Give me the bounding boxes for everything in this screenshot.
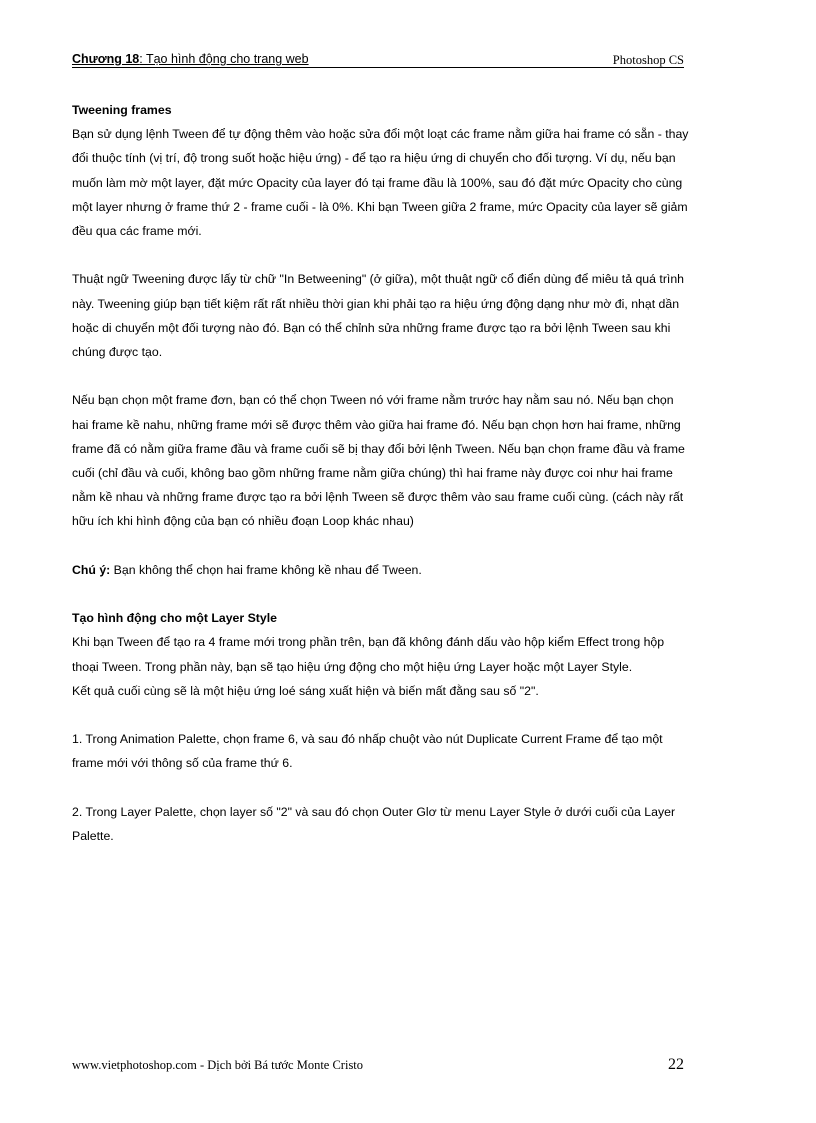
page-content: [72, 98, 692, 872]
paragraph: Kết quả cuối cùng sẽ là một hiệu ứng loé sáng xuất hiện và biến mất đằng sau số "2".: [72, 683, 539, 698]
paragraph: Nếu bạn chọn một frame đơn, bạn có thể chọn Tween nó với frame nằm trước hay nằm sau nó. Nếu bạn chọn hai frame kề nahu, những frame mới sẽ được thêm vào giữa hai frame đó. Nếu bạn chọn hơn hai frame, những frame đã có nằm giữa frame đầu và frame cuối sẽ bị thay đổi bởi lệnh Tween. Nếu bạn chọn frame đầu và frame cuối (chỉ đầu và cuối, không bao gồm những frame nằm giữa chúng) thì hai frame này được coi như hai frame nằm kề nhau và những frame được tạo ra bởi lệnh Tween sẽ được thêm vào sau frame cuối cùng. (cách này rất hữu ích khi hình động của bạn có nhiều đoạn Loop khác nhau): [72, 393, 685, 529]
note-paragraph: [72, 558, 692, 582]
chapter-number: Chương 18: [72, 52, 140, 66]
step-2: 2. Trong Layer Palette, chọn layer số "2" và sau đó chọn Outer Glơ từ menu Layer Style ở dưới cuối của Layer Palette.: [72, 804, 676, 843]
paragraph: Bạn sử dụng lệnh Tween để tự động thêm vào hoặc sửa đổi một loạt các frame nằm giữa hai frame có sẵn - thay đổi thuộc tính (vị trí, độ trong suốt hoặc hiệu ứng) - để tạo ra hiệu ứng di chuyển cho đối tượng. Ví dụ, nếu bạn muốn làm mờ một layer, đặt mức Opacity của layer đó tại frame đầu là 100%, sau đó đặt mức Opacity cho cùng một layer nhưng ở frame thứ 2 - frame cuối - là 0%. Khi bạn Tween giữa 2 frame, mức Opacity của layer sẽ giảm đều qua các frame mới.: [72, 127, 689, 239]
product-name: Photoshop CS: [612, 53, 684, 67]
paragraph: Thuật ngữ Tweening được lấy từ chữ "In Betweening" (ở giữa), một thuật ngữ cổ điển dùng để miêu tả quá trình này. Tweening giúp bạn tiết kiệm rất rất nhiều thời gian khi phải tạo ra hiệu ứng động dạng như mờ đi, nhạt dần hoặc di chuyển một đối tượng nào đó. Bạn có thể chỉnh sửa những frame được tạo ra bởi lệnh Tween sau khi chúng được tạo.: [72, 272, 685, 360]
note-label: Chú ý:: [72, 562, 111, 577]
footer-credit: www.vietphotoshop.com - Dịch bởi Bá tước Monte Cristo: [72, 1058, 364, 1072]
paragraph: Khi bạn Tween để tạo ra 4 frame mới trong phần trên, bạn đã không đánh dấu vào hộp kiểm Effect trong hộp thoại Tween. Trong phần này, bạn sẽ tạo hiệu ứng động cho một hiệu ứng Layer hoặc một Layer Style.: [72, 635, 665, 674]
section-heading-layer-style: Tạo hình động cho một Layer Style: [72, 611, 277, 626]
chapter-title: [72, 52, 309, 67]
section-heading-tweening: Tweening frames: [72, 103, 172, 117]
page-header: [72, 52, 684, 68]
step-1: 1. Trong Animation Palette, chọn frame 6, và sau đó nhấp chuột vào nút Duplicate Current Frame để tạo một frame mới với thông số của frame thứ 6.: [72, 732, 663, 771]
page-number: 22: [668, 1056, 684, 1073]
note-text: Bạn không thể chọn hai frame không kề nhau để Tween.: [110, 562, 422, 577]
chapter-subtitle: : Tạo hình động cho trang web: [139, 52, 309, 66]
